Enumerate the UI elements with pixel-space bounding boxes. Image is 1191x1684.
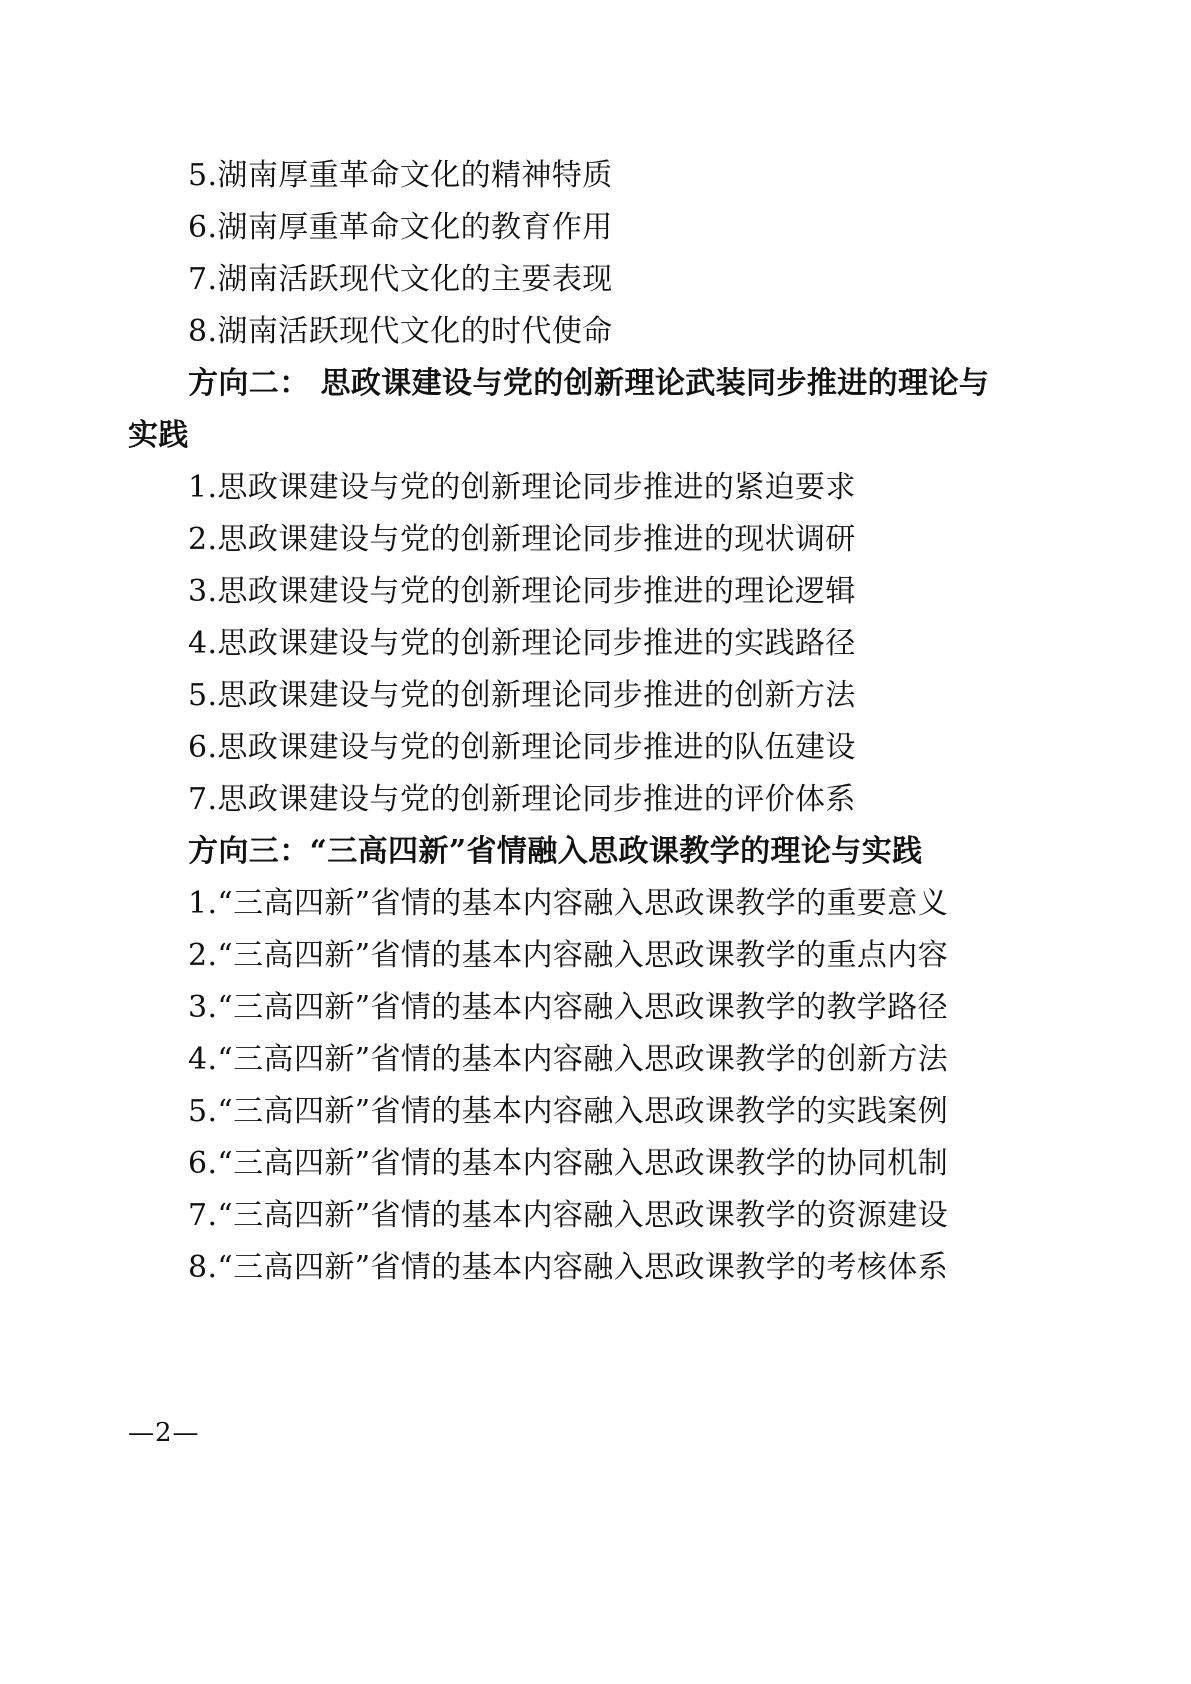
list-item: 5.“三高四新”省情的基本内容融入思政课教学的实践案例 xyxy=(188,1094,949,1129)
list-item: 7.湖南活跃现代文化的主要表现 xyxy=(188,262,613,297)
section-heading-direction-two: 方向二： 思政课建设与党的创新理论武装同步推进的理论与 xyxy=(188,366,990,401)
list-item: 7.“三高四新”省情的基本内容融入思政课教学的资源建设 xyxy=(188,1198,949,1233)
list-item: 3.思政课建设与党的创新理论同步推进的理论逻辑 xyxy=(188,574,856,609)
list-item: 4.思政课建设与党的创新理论同步推进的实践路径 xyxy=(188,626,856,661)
list-item: 8.“三高四新”省情的基本内容融入思政课教学的考核体系 xyxy=(188,1250,949,1285)
document-body xyxy=(128,150,1063,1294)
list-item: 5.思政课建设与党的创新理论同步推进的创新方法 xyxy=(188,678,856,713)
list-item: 5.湖南厚重革命文化的精神特质 xyxy=(188,158,613,193)
list-item: 1.“三高四新”省情的基本内容融入思政课教学的重要意义 xyxy=(188,886,949,921)
list-item: 6.思政课建设与党的创新理论同步推进的队伍建设 xyxy=(188,730,856,765)
list-item: 6.“三高四新”省情的基本内容融入思政课教学的协同机制 xyxy=(188,1146,949,1181)
list-item: 8.湖南活跃现代文化的时代使命 xyxy=(188,314,613,349)
list-item: 6.湖南厚重革命文化的教育作用 xyxy=(188,210,613,245)
list-item: 4.“三高四新”省情的基本内容融入思政课教学的创新方法 xyxy=(188,1042,949,1077)
list-item: 2.思政课建设与党的创新理论同步推进的现状调研 xyxy=(188,522,856,557)
list-item: 1.思政课建设与党的创新理论同步推进的紧迫要求 xyxy=(188,470,856,505)
section-heading-direction-two-continued: 实践 xyxy=(128,418,189,453)
section-heading-direction-three: 方向三：“三高四新”省情融入思政课教学的理论与实践 xyxy=(188,834,923,869)
page-number: —2— xyxy=(128,1418,200,1448)
list-item: 2.“三高四新”省情的基本内容融入思政课教学的重点内容 xyxy=(188,938,949,973)
list-item: 3.“三高四新”省情的基本内容融入思政课教学的教学路径 xyxy=(188,990,949,1025)
list-item: 7.思政课建设与党的创新理论同步推进的评价体系 xyxy=(188,782,856,817)
